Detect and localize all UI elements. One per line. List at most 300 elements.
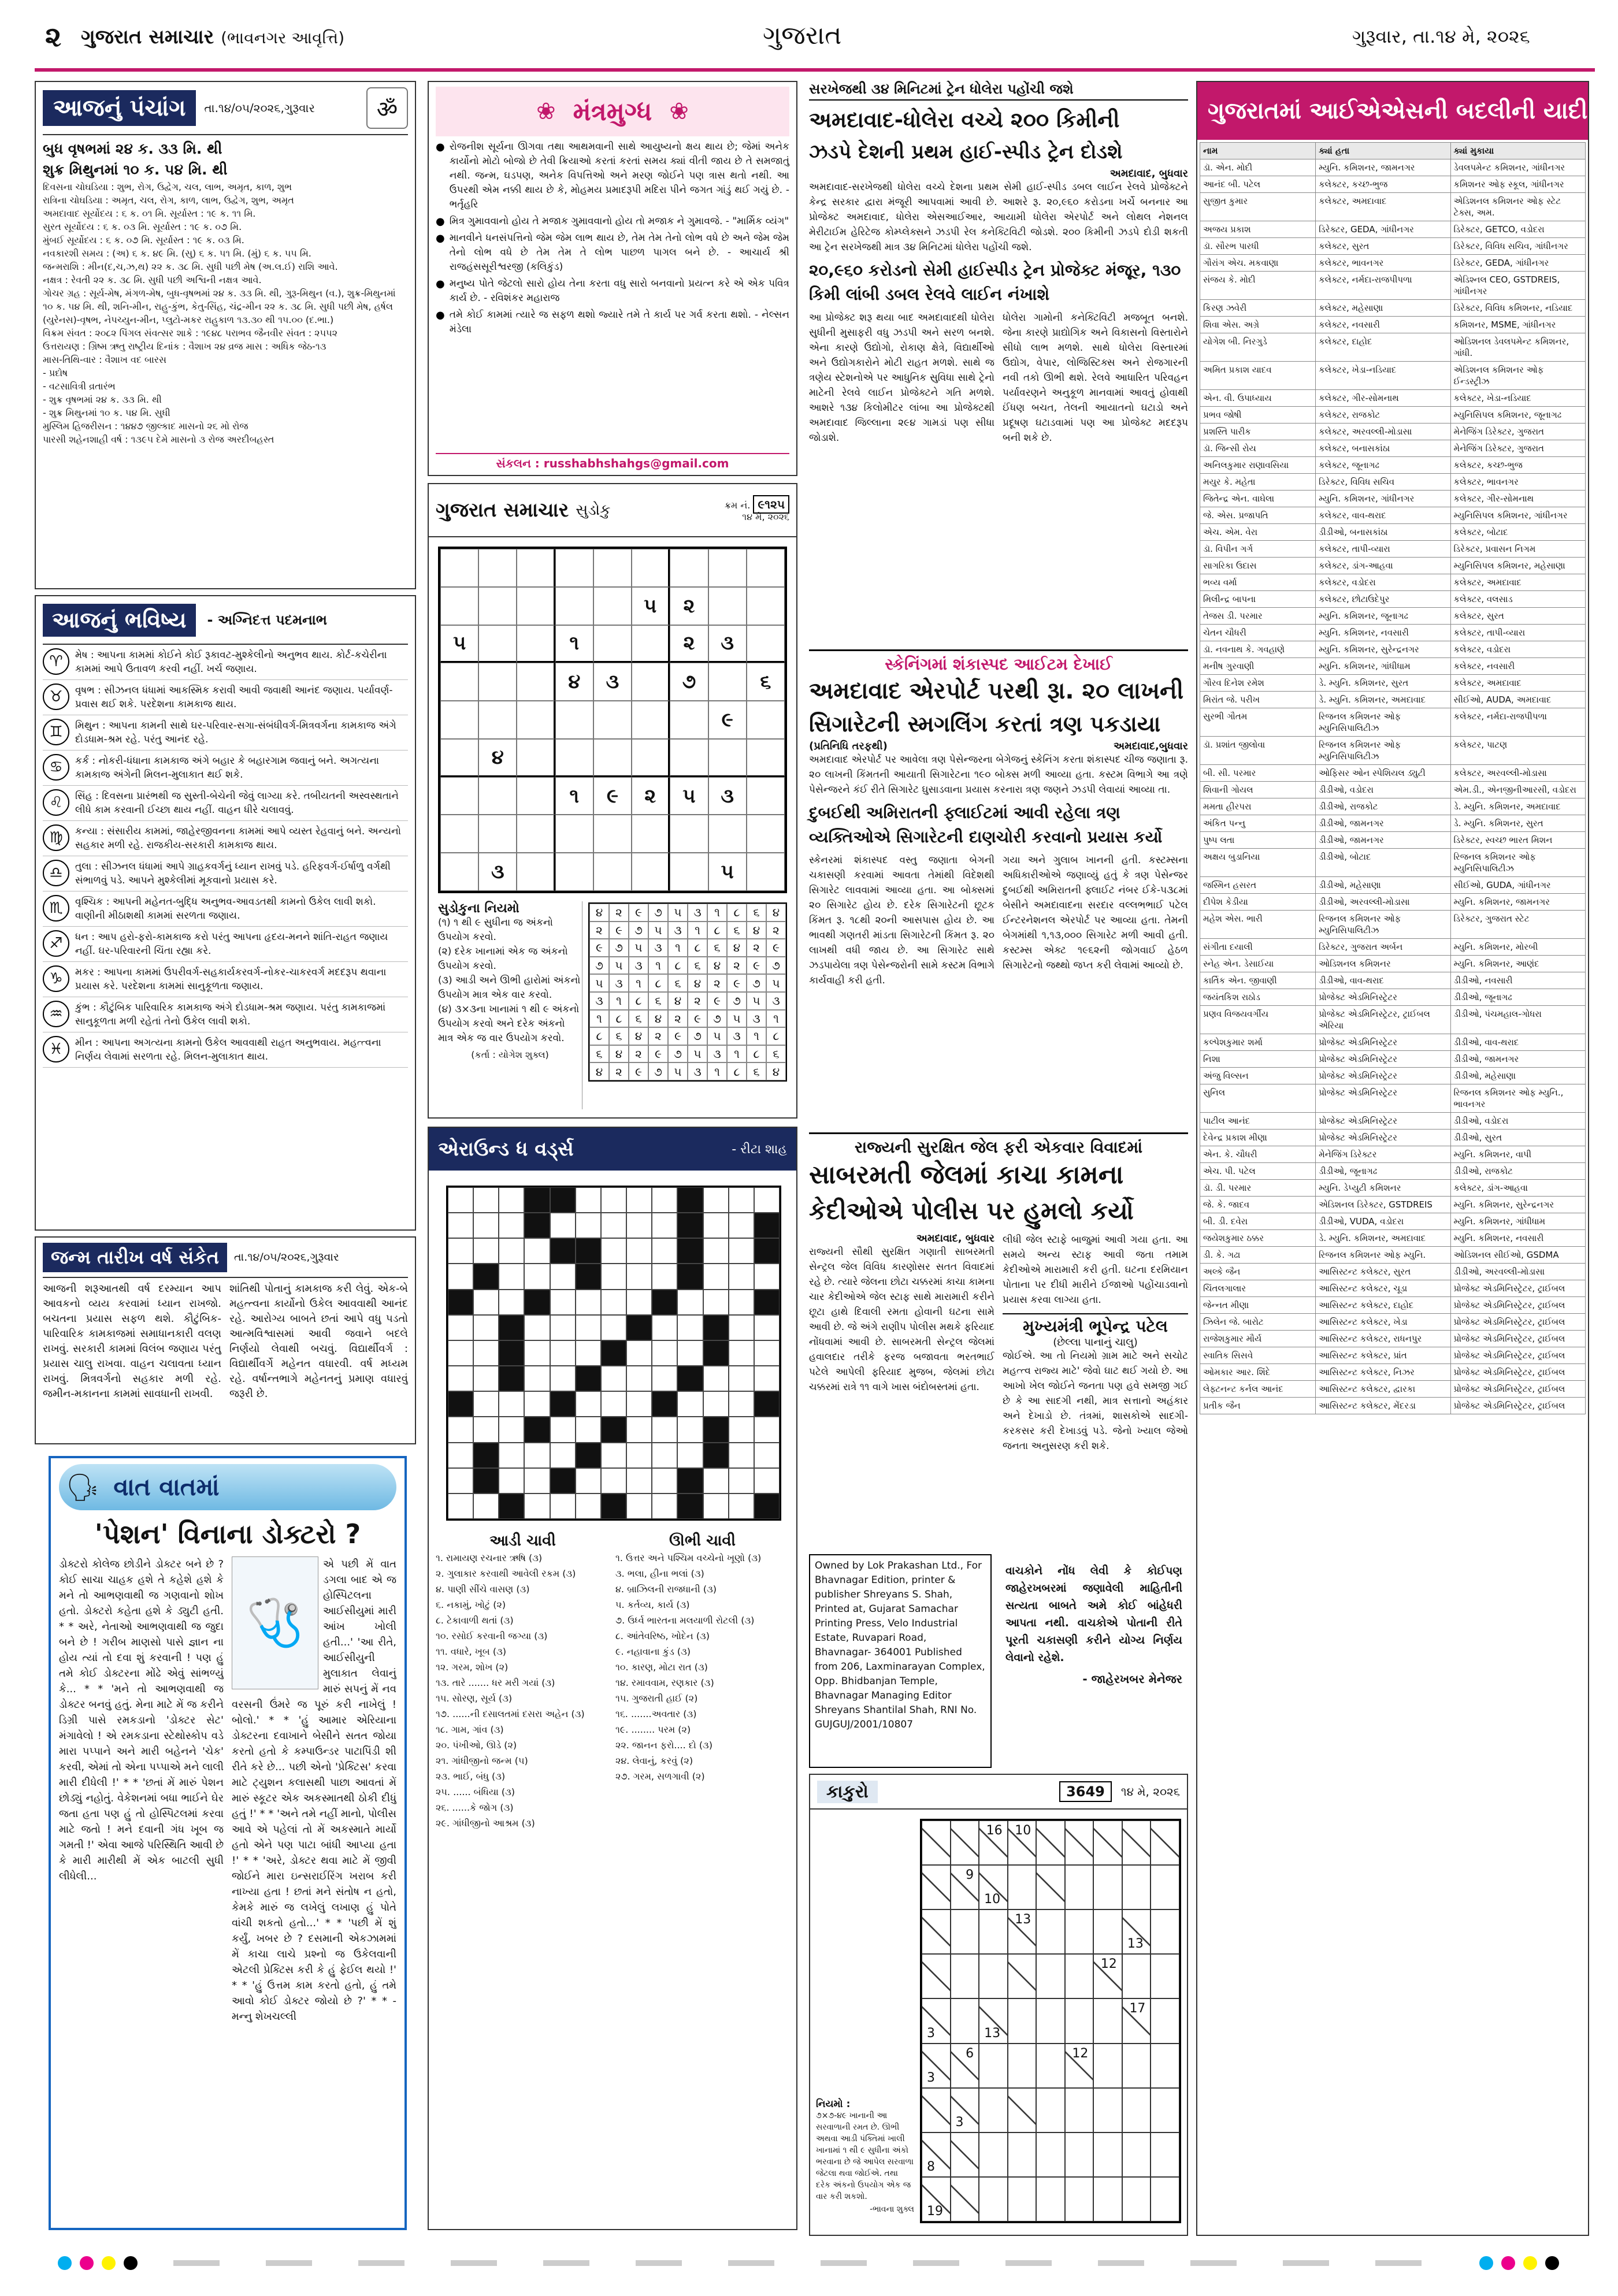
kakuro-cell [1065, 2088, 1094, 2132]
sudoku-cell: ૩ [478, 853, 517, 891]
answer-cell: ૪ [629, 1027, 648, 1045]
airport-headline-2: સિગારેટની સ્મગલિંગ કરતાં ત્રણ પકડાયા [809, 711, 1161, 737]
ias-name: એચ. પી. પટેલ [1200, 1163, 1316, 1180]
answer-cell: ૭ [766, 957, 786, 975]
sudoku-cell [478, 815, 517, 853]
ias-to: કલેક્ટર, અરવલ્લી-મોડાસા [1450, 765, 1585, 782]
crossword-cell [626, 1264, 652, 1289]
crossword-cell [576, 1213, 601, 1238]
sudoku-cell [517, 625, 555, 663]
answer-cell: ૬ [727, 922, 747, 939]
ias-row [1200, 1347, 1586, 1364]
ias-to: કલેક્ટર, પાટણ [1450, 737, 1585, 765]
sudoku-cell: ૯ [708, 701, 747, 739]
vaat-col1 [59, 1556, 224, 2198]
crossword-cell [524, 1493, 550, 1519]
janm-date: તા.૧૪/૦૫/૨૦૨૬,ગુરૂવાર [233, 1251, 339, 1264]
sudoku-cell [440, 815, 478, 853]
sudoku-cell [517, 549, 555, 587]
sudoku-rules-list [438, 916, 582, 1046]
ias-row [1200, 692, 1586, 708]
kakuro-cell [979, 2044, 1008, 2088]
ias-name: દેવેન્દ્ર પ્રકાશ મીણા [1200, 1130, 1316, 1146]
ias-name: સ્વાતિક સિસવે [1200, 1347, 1316, 1364]
crossword-black-cell [703, 1417, 729, 1442]
ias-row [1200, 333, 1586, 362]
crossword-cell [601, 1264, 626, 1289]
answer-cell: ૭ [629, 922, 648, 939]
kakuro-across-sum: 10 [1015, 1823, 1031, 1838]
ias-name: અક્ષય બુડાનિયા [1200, 849, 1316, 877]
train-body-1: અમદાવાદ-સરખેજથી ધોલેરા વચ્ચે દેશના પ્રથમ સેમી હાઈ-સ્પીડ ડબલ લાઈન રેલવે પ્રોજેક્ટને કેન્દ્ર સરકાર દ્વારા મંજૂરી આપવામાં આવી છે. આશરે રૂ. ૨૦,૯૬૦ કરોડના ખર્ચે બનનાર આ પ્રોજેક્ટ અમદાવાદ, ધોલેરા એસઆઈઆર, આયામી ધોલેરા એરપોર્ટ અને લોથલ નેશનલ મેરીટાઈમ હેરિટેજ કોમ્પ્લેક્સને ઝડપી રેલ કનેક્ટિવિટી જોડશે. ૨૦૦ કિમીની ઝડપે દોડી શકતી આ ટ્રેન સરખેજથી માત્ર ૩૪ મિનિટમાં ધોલેરા પહોંચી જશે. [809, 181, 1188, 253]
crossword-cell [448, 1366, 473, 1391]
sudoku-cell [632, 701, 670, 739]
ias-from: મ્યુનિ. કમિશનર, સુરેન્દ્રનગર [1316, 641, 1450, 658]
airport-headline-1: અમદાવાદ એરપોર્ટ પરથી રૂા. ૨૦ લાખની [809, 678, 1184, 704]
crossword-cell [601, 1468, 626, 1493]
answer-cell: ૯ [766, 939, 786, 957]
ias-row [1200, 1213, 1586, 1230]
ias-to: ઓડિશનલ ડેવલપમેન્ટ કમિશનર, ગાંધી. [1450, 333, 1585, 362]
kakuro-cell [1065, 2177, 1094, 2221]
ias-name: અંજુ વિલ્સન [1200, 1068, 1316, 1084]
notice-box [1000, 1554, 1188, 1768]
answer-cell: ૨ [609, 1062, 629, 1080]
bullet-icon: ● [436, 216, 445, 228]
kakuro-rules: ૭×૭-૪૯ ખાનાની આ સરવાળાની રમત છે. ઊભી અથવા આડી પંક્તિમાં ખાલી ખાનામાં ૧ થી ૯ સુધીના અંકો ભરવાના છે જે આપેલ સરવાળા જેટલા થવા જોઈએ. તથા દરેક અંકનો ઉપયોગ એક જ વાર કરી શકશો. [816, 2111, 914, 2201]
crossword-black-cell [499, 1493, 524, 1519]
kakuro-clue-cell [1036, 1865, 1065, 1909]
vaat-col2-text: એ પછી મેં વાત ડગલા બાદ એ જ હોસ્પિટલના આઈસીયુમાં મારી આંખ ખોલી હતી...' 'આ રીતે, આઈસીયુની મુલાકાત લેવાનું મારું સપનું મેં નવ વરસની ઉંમરે જ પૂરું કરી નાખેલું ! બોલો.' * * 'હું આમાર એરિયાના ડોક્ટરના દવાખાને બેસીને સતત જોયા કરતો હતો કે કમ્પાઉન્ડર પાટાપિંડી શી રીતે કરે છે... પછી એનો 'પ્રેક્ટિસ' કરવા માટે ટ્યુશન કલાસથી પાછા આવતાં મેં મારું સ્કૂટર એક અકસ્માતથી ઠોકી દીધું હતું !' * * 'અને તમે નહીં માનો, પોલીસ આવે એ પહેલાં તો મેં અકસ્માતે માર્યો હતો એને પણ પાટા બાંધી આપ્યા હતા !' * * 'અરે, ડોક્ટર થવા માટે મેં જીવી જોઈને મારા ઇન્સરાઈરિંગ ખરાબ કરી નાખ્યા હતા ! છતાં મને સંતોષ ન હતો, કેમકે મારું જ લખેલું લખાણ હું પોતે વાંચી શકતો હતો...' * * 'પછી મેં શું કર્યું, ખબર છે ? દસમાની એકઝામમાં મેં કાચા લાચે પ્રશ્નો જ ઉકેલવાની એટલી પ્રેક્ટિસ કરી કે હું ફેઈલ થયો !' * * 'હું ઉત્તમ કામ કરતો હતો, હું તમે આવો કોઈ ડોક્ટર જોયો છે ?' * * - મન્નુ શેખચલ્લી [232, 1558, 396, 2023]
sudoku-cell [632, 663, 670, 701]
ias-from: કલેક્ટર, છોટાઉદેપુર [1316, 591, 1450, 608]
answer-cell: ૫ [727, 1010, 747, 1028]
train-subhead: ૨૦,૯૬૦ કરોડનો સેમી હાઈસ્પીડ ટ્રેન પ્રોજેક્ટ મંજૂર, ૧૩૦ કિમી લાંબી ડબલ રેલવે લાઈન નંખાશે [809, 261, 1181, 304]
crossword-cell [601, 1391, 626, 1417]
aadi-clue: ૧૭. ......ની દસાલતમાં દસરા અહેન (૩) [436, 1708, 585, 1719]
ias-from: આસિસ્ટન્ટ કલેક્ટર, ચૂડા [1316, 1280, 1450, 1297]
answer-cell: ૩ [609, 974, 629, 992]
ias-to: ડે. મ્યુનિ. કમિશનર, અમદાવાદ [1450, 798, 1585, 815]
ias-name: જેન્નત મીણા [1200, 1297, 1316, 1314]
ias-row [1200, 255, 1586, 272]
answer-cell: ૩ [747, 1010, 766, 1028]
kakuro-cell [1151, 1954, 1179, 1998]
sudoku-cell: ૧ [555, 777, 593, 815]
crossword-cell [754, 1443, 780, 1468]
kakuro-cell [1036, 2088, 1065, 2132]
ias-from: કલેક્ટર, વાવ-થરાદ [1316, 507, 1450, 524]
ias-row [1200, 972, 1586, 989]
ias-to: ડીડીઓ, રાજકોટ [1450, 1163, 1585, 1180]
crossword-cell [601, 1290, 626, 1315]
ias-from: પ્રોજેક્ટ એડમિનિસ્ટ્રેટર [1316, 1034, 1450, 1051]
sudoku-cell [747, 853, 785, 891]
answer-cell: ૮ [589, 1027, 609, 1045]
ias-row [1200, 911, 1586, 939]
crossword-cell [729, 1366, 754, 1391]
color-bar [173, 2260, 1445, 2266]
answer-cell: ૨ [589, 922, 609, 939]
ubhi-heading: ઊભી ચાવી [669, 1532, 736, 1550]
mantra-text: માનવીને ધનસંપત્તિનો જેમ જેમ લાભ થાય છે, તેમ તેમ તેનો લોભ વધે છે અને જેમ જેમ તેનો લોભ વધે છે તેમ તેમ તે લોભ પાછળ પાગલ બને છે. - આચાર્ય શ્રી રાજહંસસૂરીશ્વરજી (કલિકુંડ) [449, 232, 789, 273]
ias-row [1200, 989, 1586, 1006]
words-title: એરાઉન્ડ ધ વર્ડ્સ [438, 1138, 574, 1161]
ias-to: ડેવલપમેન્ટ કમિશનર, ગાંધીનગર [1450, 159, 1585, 176]
kakuro-cell [1036, 2132, 1065, 2177]
ias-from: કલેક્ટર, સુરત [1316, 238, 1450, 255]
panchang-line: ઉત્તરાયણ : ગ્રિષ્મ ઋતુ રાષ્ટ્રીય દિનાંક : વૈશાખ ૨૪ વ્રજ માસ : અધિક જેઠ-૧૩ [43, 341, 326, 352]
ias-row [1200, 798, 1586, 815]
kakuro-clue-cell [922, 2177, 951, 2221]
crossword-cell [729, 1264, 754, 1289]
crossword-cell [729, 1213, 754, 1238]
ias-from: કલેક્ટર, કચ્છ-ભુજ [1316, 176, 1450, 193]
crossword-black-cell [550, 1468, 576, 1493]
vaat-headline: 'પેશન' વિનાના ડોક્ટરો ? [94, 1518, 361, 1550]
ias-from: ડીડીઓ, રાજકોટ [1316, 798, 1450, 815]
ias-to: કલેક્ટર, અમદાવાદ [1450, 574, 1585, 591]
crossword-cell [703, 1493, 729, 1519]
ias-row [1200, 1034, 1586, 1051]
kakuro-cell [1151, 2044, 1179, 2088]
kakuro-cell [1151, 2177, 1179, 2221]
zodiac-text: કર્ક : નોકરી-ધંધાના કામકાજ અંગે બહાર કે બહારગામ જવાનું બને. અગત્યના કામકાજ અંગેની મિલન-મુલાકાત થઈ શકે. [75, 755, 380, 781]
panchang-line: નક્ષત્ર : રેવતી ૨૨ ક. ૩૮ મિ. સુધી પછી અશ્વિની નક્ષત્ર આવે. [43, 274, 262, 285]
crossword-cell [601, 1315, 626, 1340]
panchang-line: - વટસાવિત્રી વ્રતારંભ [43, 381, 116, 392]
ias-name: ઝિલેન જે. બારોટ [1200, 1314, 1316, 1331]
crossword-cell [473, 1366, 499, 1391]
kakuro-cell [1093, 1998, 1122, 2043]
answer-cell: ૯ [688, 1010, 707, 1028]
crossword-cell [524, 1468, 550, 1493]
sudoku-cell [517, 663, 555, 701]
janm-col2: શાંતિથી પોતાનું કામકાજ કરી લેવું. એક-બે મહત્ત્વના કાર્યોનો ઉકેલ આવવાથી આનંદ રહે. આરોગ્ય બાબતે છતાં આપે વધુ પડતો આત્મવિશ્વાસમાં આવી જવાને બદલે નિર્ણયો લેવાથી બચવું. વિદ્યાર્થીવર્ગ : વિદ્યાર્થીવર્ગે મહેનત વધારવી. વર્ષ મધ્યમ રહે. વર્ષાન્તભાગે મહેનતનું પ્રમાણ વધારવું જરૂરી છે. [229, 1283, 408, 1400]
ias-to: ઓડિશનલ સીઈઓ, GSDMA [1450, 1247, 1585, 1264]
ias-from: ડે. મ્યુનિ. કમિશનર, અમદાવાદ [1316, 692, 1450, 708]
ubhi-clue: ૨૭. ગરમ, સળગાવી (૨) [615, 1771, 705, 1782]
sudoku-cell [517, 701, 555, 739]
crossword-cell [473, 1315, 499, 1340]
ias-row [1200, 423, 1586, 440]
kakuro-across-sum: 13 [1015, 1912, 1031, 1927]
ias-name: ઓમકાર આર. શિંદે [1200, 1364, 1316, 1381]
ias-name: રાજેશકુમાર મૌર્ય [1200, 1331, 1316, 1347]
answer-cell: ૧ [609, 992, 629, 1010]
mantra-text: રોજનીશ સૂર્યના ઊગવા તથા આથમવાની સાથે આયુષ્યનો ક્ષય થાય છે; જેમાં અનેક કાર્યોનો મોટો બોજો છે તેવી ક્રિયાઓ કરતાં કરતાં સમય ક્યાં વીતી જાય છે તે સમજાતું નથી. જન્મ, ઘડપણ, અનેક વિપત્તિઓ અને મરણ જોઈને પણ ત્રાસ થતો નથી. આ ઉપરથી એમ નક્કી થાય છે કે, મોહમય પ્રમાદરૂપી મદિરા પીને જગત ગાંડું થઈ ગયું છે. - ભર્તૃહરિ [449, 141, 789, 210]
sudoku-cell [440, 587, 478, 625]
kakuro-across-sum: 17 [1129, 2001, 1146, 2016]
answer-cell: ૨ [629, 1045, 648, 1063]
ubhi-clue: ૮. આંતેવરિષ્ઠ, ખોદેન (૩) [615, 1630, 710, 1641]
crossword-cell [652, 1493, 677, 1519]
answer-cell: ૩ [648, 939, 668, 957]
ias-to: મેનેજિંગ ડિરેક્ટર, ગુજરાત [1450, 423, 1585, 440]
magenta-dot [1501, 2256, 1515, 2270]
ias-name: ગૌરાંગ એચ. મકવાણા [1200, 255, 1316, 272]
crossword-cell [499, 1264, 524, 1289]
panchang-line: - શુક્ર મિથુનમાં ૧૦ ક. ૫૪ મિ. સુધી [43, 407, 170, 418]
sanklan-label: સંકલન : [496, 456, 540, 470]
kakuro-clue-cell [951, 2044, 979, 2088]
ubhi-clues [615, 1550, 789, 1784]
kakuro-cell [1093, 2132, 1122, 2177]
ias-to: મ્યુનિ. કમિશનર, વાપી [1450, 1146, 1585, 1163]
answer-cell: ૮ [668, 957, 688, 975]
kakuro-clue-cell [1008, 1821, 1037, 1865]
sudoku-paper: ગુજરાત સમાચાર [436, 499, 569, 522]
crossword-cell [448, 1315, 473, 1340]
ias-from: મ્યુનિ. કમિશનર, ગાંધીધામ [1316, 658, 1450, 675]
airport-article [809, 649, 1188, 1129]
jail-body-1: રાજ્યની સૌથી સુરક્ષિત ગણાતી સાબરમતી સેન્ટ્રલ જેલ વિવિધ કારણોસર સતત વિવાદમાં રહે છે. ત્યારે જેલના છોટા ચક્કરમાં કાચા કામના ચાર કેદીઓએ જેલ સ્ટાફ સાથે મારામારી કરીને છૂટા હાથે દિવાલી રમતા હોવાની ઘટના સામે આવી છે. જે અંગે રાણીપ પોલીસ મથકે ફરિયાદ નોંધવામાં આવી છે. સાબરમતી સેન્ટ્રલ જેલમાં હવાલદાર તરીકે ફરજ બજાવતા ભરતભાઈ પટેલે આપેલી ફરિયાદ મુજબ, જેલમાં છોટા ચક્કરમાં રાત્રે ૧૧ વાગે ખાસ બંદોબસ્તમાં હતા. [809, 1246, 994, 1393]
crossword-cell [677, 1315, 703, 1340]
sudoku-cell [670, 739, 708, 777]
ias-name: મનીષ ગુરવાણી [1200, 658, 1316, 675]
crossword-cell [729, 1340, 754, 1366]
crossword-cell [652, 1366, 677, 1391]
kakuro-cell [1151, 2088, 1179, 2132]
ias-from: કલેક્ટર, તાપી-વ્યારા [1316, 541, 1450, 558]
sudoku-cell [747, 739, 785, 777]
ias-to: ડીડીઓ, નવસારી [1450, 972, 1585, 989]
panchang-line: - પ્રદોષ [43, 367, 68, 378]
zodiac-sign-icon: ♉ [43, 683, 69, 710]
ias-from: આસિસ્ટન્ટ કલેક્ટર, દાહોદ [1316, 1297, 1450, 1314]
answer-cell: ૭ [589, 957, 609, 975]
crossword-cell [576, 1468, 601, 1493]
ias-row [1200, 362, 1586, 390]
crossword-black-cell [754, 1238, 780, 1264]
ias-row [1200, 1331, 1586, 1347]
answer-cell: ૪ [747, 922, 766, 939]
crossword-cell [499, 1391, 524, 1417]
answer-cell: ૯ [707, 992, 727, 1010]
crossword-cell [652, 1468, 677, 1493]
ias-to: કલેક્ટર, તાપી-વ્યારા [1450, 625, 1585, 641]
crossword-cell [499, 1443, 524, 1468]
ias-from: પ્રોજેક્ટ એડમિનિસ્ટ્રેટર [1316, 1051, 1450, 1068]
answer-cell: ૯ [629, 1062, 648, 1080]
ias-row [1200, 658, 1586, 675]
sudoku-cell [632, 853, 670, 891]
ias-to: કલેક્ટર, વલસાડ [1450, 591, 1585, 608]
zodiac-row [43, 821, 408, 856]
ias-row [1200, 457, 1586, 474]
ias-to: કલેક્ટર, ડાંગ-આહવા [1450, 1180, 1585, 1197]
crossword-cell [703, 1213, 729, 1238]
kakuro-across-sum: 16 [986, 1823, 1003, 1838]
ias-to: કલેક્ટર, ભાવનગર [1450, 474, 1585, 491]
zodiac-row [43, 645, 408, 680]
sudoku-cell [517, 853, 555, 891]
sudoku-cell [670, 815, 708, 853]
ias-to: ડિરેક્ટર, સ્વચ્છ ભારત મિશન [1450, 832, 1585, 849]
zodiac-row [43, 680, 408, 715]
ias-name: ડૉ. એન. મોદી [1200, 159, 1316, 176]
crossword-black-cell [576, 1366, 601, 1391]
kakuro-cell [1065, 1909, 1094, 1954]
ias-row [1200, 641, 1586, 658]
sudoku-cell [440, 853, 478, 891]
kakuro-grid [920, 1819, 1181, 2223]
ias-name: જયેશકુમાર ઠક્કર [1200, 1230, 1316, 1247]
ias-row [1200, 574, 1586, 591]
ganesh-icon: ॐ [366, 87, 408, 129]
crossword-cell [448, 1238, 473, 1264]
answer-cell: ૨ [747, 939, 766, 957]
ias-to: પ્રોજેક્ટ એડમિનિસ્ટ્રેટર, ટ્રાઈબલ [1450, 1347, 1585, 1364]
crossword-cell [729, 1443, 754, 1468]
kakuro-clue-cell [979, 1821, 1008, 1865]
ias-name: પુષ્પ લતા [1200, 832, 1316, 849]
ias-name: જે. એસ. પ્રજાપતિ [1200, 507, 1316, 524]
mantra-title: મંત્રમુગ્ધ [573, 96, 652, 127]
ias-row [1200, 1051, 1586, 1068]
sudoku-cell: ૩ [593, 663, 632, 701]
ias-name: લેફ્ટનન્ટ કર્નલ આનંદ [1200, 1381, 1316, 1398]
sudoku-cell [517, 587, 555, 625]
aadi-clue: ૨૯. ગાંધીજીનો આશ્રમ (૩) [436, 1818, 535, 1829]
zodiac-sign-icon: ♈ [43, 648, 69, 675]
crossword-cell [499, 1213, 524, 1238]
cm-body: જોઈએ. આ તો નિયમો ગ્રામ માટે અને સચોટ મહત્ત્વ રાજ્ય માટે' જેવો ઘાટ થઈ ગયો છે. આ આખો ખેલ જોઈને જનતા પણ હવે સમજી ગઈ છે કે આ સાદગી નથી, માત્ર સત્તાનો અહંકાર અને દેખાડો છે. તંત્રમાં, શાસકોએ સાદગી-કરકસર કરી દેખાડવું પડે. જેનો ખ્યાલ જેઓ જનતા અનુસરણ કરી શકે. [1003, 1350, 1188, 1452]
ias-to: કલેક્ટર, કચ્છ-ભુજ [1450, 457, 1585, 474]
kakuro-clue-cell [1122, 1998, 1151, 2043]
kakuro-clue-cell [922, 1909, 951, 1954]
crossword-black-cell [703, 1443, 729, 1468]
ubhi-clue: ૨૪. લેવાનું, કરવું (૨) [615, 1755, 693, 1766]
kakuro-across-sum: 6 [966, 2046, 974, 2061]
crossword-cell [729, 1238, 754, 1264]
kakuro-clue-cell [1122, 1821, 1151, 1865]
crossword-cell [626, 1366, 652, 1391]
kakuro-cell [1036, 1998, 1065, 2043]
ias-name: કિરણ ઝવેરી [1200, 300, 1316, 317]
crossword-black-cell [524, 1290, 550, 1315]
ias-to: કમિશનર ઓફ સ્કૂલ, ગાંધીનગર [1450, 176, 1585, 193]
kakuro-cell [1036, 1909, 1065, 1954]
crossword-black-cell [677, 1366, 703, 1391]
ias-name: ગૌરવ દિનેશ રમેશ [1200, 675, 1316, 692]
zodiac-text: વૃષભ : સીઝનલ ધંધામાં આકસ્મિક કરાવી આવી જવાથી આનંદ જણાય. પર્યાવર્ણ-પ્રવાસ થઈ શકે. પરદેશના કામકાજ થાય. [75, 685, 393, 710]
crossword-cell [601, 1213, 626, 1238]
ias-to: કલેક્ટર, ગીર-સોમનાથ [1450, 491, 1585, 507]
sudoku-cell: ૪ [555, 663, 593, 701]
ias-from: મ્યુનિ. કમિશનર, જૂનાગઢ [1316, 608, 1450, 625]
registration-marks [1479, 2256, 1559, 2270]
kakuro-clue-cell [1151, 1821, 1179, 1865]
sudoku-cell: ૫ [708, 853, 747, 891]
ias-row [1200, 815, 1586, 832]
crossword-cell [601, 1443, 626, 1468]
sudoku-cell [478, 625, 517, 663]
ubhi-clue: ૧. ઉત્તર અને પશ્ચિમ વચ્ચેનો ખૂણો (૩) [615, 1552, 762, 1563]
ias-row [1200, 849, 1586, 877]
zodiac-text: સિંહ : દિવસના પ્રારંભથી જ સુસ્તી-બેચેની જેવું લાગ્યા કરે. તબીયતની અસ્વસ્થતાને લીધે કામ કરવાની ઈચ્છા થાય નહીં. વાહન ધીરે ચલાવવું. [75, 790, 399, 816]
ias-to: મ્યુનિસિપલ કમિશનર, મહેસાણા [1450, 558, 1585, 574]
kakuro-across-sum: 12 [1072, 2046, 1089, 2061]
ias-from: મેનેજિંગ ડિરેક્ટર [1316, 1146, 1450, 1163]
kakuro-cell [951, 1909, 979, 1954]
bhavishya-title: આજનું ભવિષ્ય [43, 604, 196, 637]
ias-from: ડીડીઓ, જૂનાગઢ [1316, 1163, 1450, 1180]
ias-row [1200, 782, 1586, 798]
crossword-black-cell [499, 1366, 524, 1391]
cyan-dot [1479, 2256, 1493, 2270]
ias-to: કલેક્ટર, સુરત [1450, 608, 1585, 625]
ias-row [1200, 507, 1586, 524]
ias-from: મ્યુનિ. કમિશનર, જામનગર [1316, 159, 1450, 176]
crossword-cell [550, 1493, 576, 1519]
ias-name: કલ્પેશકુમાર શર્મા [1200, 1034, 1316, 1051]
crossword-cell [524, 1443, 550, 1468]
crossword-cell [499, 1187, 524, 1213]
sudoku-cell [593, 853, 632, 891]
answer-cell: ૯ [609, 922, 629, 939]
sudoku-rule: (૩) આડી અને ઊભી હારોમાં અંકનો ઉપયોગ માત્ર એક વાર કરવો. [438, 975, 581, 1001]
crossword-cell [550, 1340, 576, 1366]
crossword-cell [499, 1238, 524, 1264]
ias-from: મ્યુનિ. કમિશનર, નવસારી [1316, 625, 1450, 641]
crossword-cell [601, 1238, 626, 1264]
ias-header-cell: ક્યાં હતા [1316, 143, 1450, 159]
sudoku-cell [478, 777, 517, 815]
answer-cell: ૮ [648, 974, 668, 992]
crossword-cell [652, 1213, 677, 1238]
crossword-black-cell [677, 1213, 703, 1238]
ias-from: આસિસ્ટન્ટ કલેક્ટર, રાધનપુર [1316, 1331, 1450, 1347]
kakuro-clue-cell [1008, 1954, 1037, 1998]
ubhi-clue: ૧૯. ........ પરમ (૨) [615, 1724, 691, 1735]
ias-name: મહેશ એસ. ભારી [1200, 911, 1316, 939]
crossword-black-cell [703, 1315, 729, 1340]
zodiac-row [43, 891, 408, 927]
ias-row [1200, 1230, 1586, 1247]
aadi-heading: આડી ચાવી [489, 1532, 556, 1550]
ubhi-clue: ૯. નહાવાના કુંડ (૩) [615, 1646, 691, 1657]
aadi-clue: ૧૮. ગામ, ગાંવ (૩) [436, 1724, 504, 1735]
crossword-black-cell [524, 1187, 550, 1213]
ias-from: ડીડીઓ, જામનગર [1316, 832, 1450, 849]
ias-row [1200, 1006, 1586, 1034]
kakuro-clue-cell [1122, 1909, 1151, 1954]
ubhi-clue: ૧૪. રમાવવામ, રણકાર (૩) [615, 1677, 714, 1688]
kakuro-title: કાકુરો [817, 1781, 878, 1803]
ias-to: એડિશ્નલ CEO, GSTDREIS, ગાંધીનગર [1450, 272, 1585, 300]
ias-row [1200, 541, 1586, 558]
ias-name: સાગરિકા ઉદાસ [1200, 558, 1316, 574]
ias-row [1200, 1163, 1586, 1180]
crossword-cell [448, 1417, 473, 1442]
train-headline-1: અમદાવાદ-ધોલેરા વચ્ચે ૨૦૦ કિમીની [809, 107, 1120, 132]
ias-name: બી. ડી. દવેરા [1200, 1213, 1316, 1230]
crossword-cell [576, 1493, 601, 1519]
zodiac-sign-icon: ♒ [43, 1001, 69, 1027]
kakuro-clue-cell [922, 2044, 951, 2088]
crossword-cell [524, 1315, 550, 1340]
mantra-list [436, 136, 789, 337]
crossword-black-cell [601, 1340, 626, 1366]
answer-cell: ૨ [727, 957, 747, 975]
aadi-clues [436, 1550, 610, 1831]
crossword-cell [703, 1238, 729, 1264]
ias-to: કલેક્ટર, નવસારી [1450, 658, 1585, 675]
ias-from: ઓડિશનલ કમિશનર [1316, 956, 1450, 972]
ias-name: ચેતન ચૌધરી [1200, 625, 1316, 641]
answer-cell: ૯ [648, 1045, 668, 1063]
